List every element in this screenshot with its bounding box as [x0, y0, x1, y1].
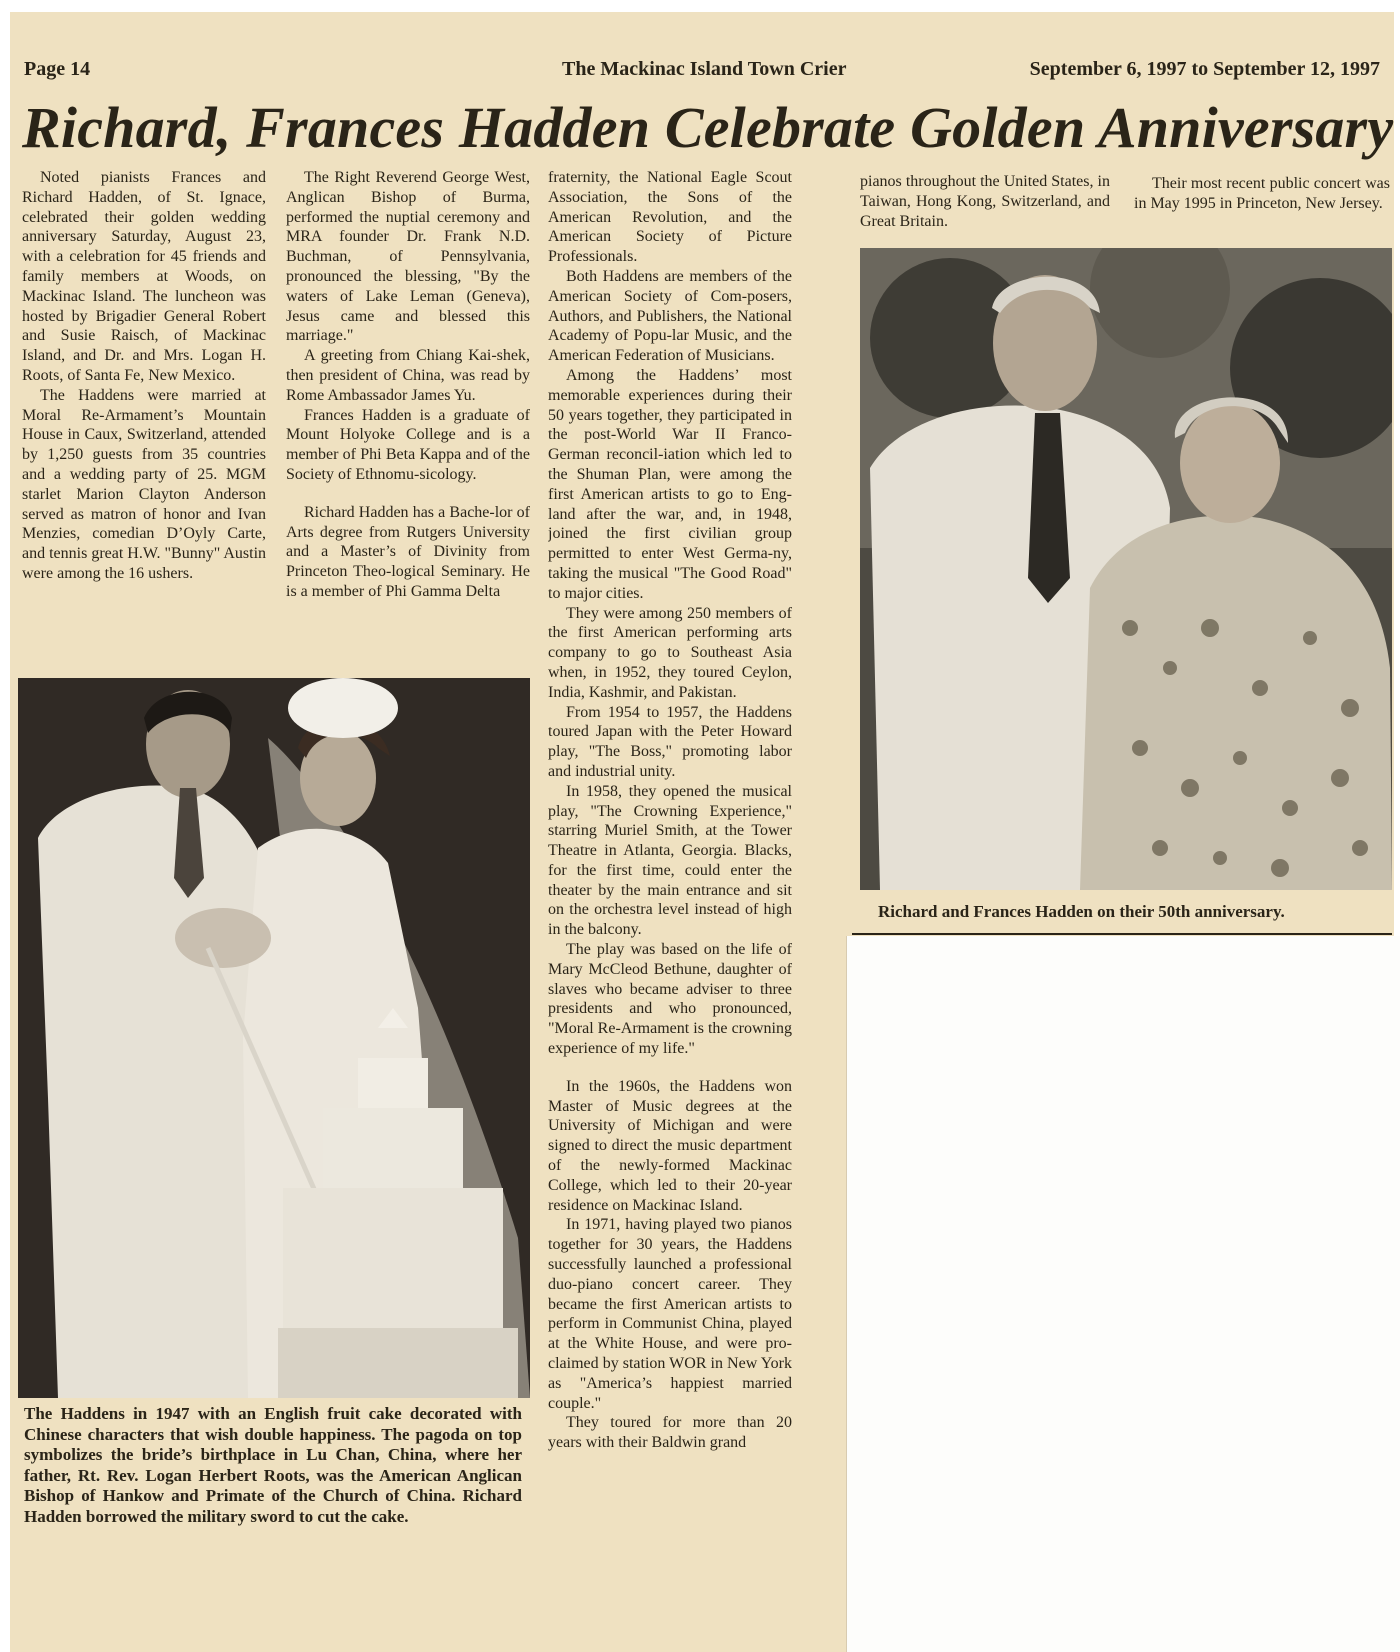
paragraph: Richard Hadden has a Bache-lor of Arts degree from Rutgers University and a Master’s of Divinity from Princeton Theo-logical Seminary. He is a member of Phi Gamma Delta — [286, 503, 530, 600]
page-number: Page 14 — [24, 58, 91, 80]
paragraph: Both Haddens are members of the American Society of Com-posers, Authors, and Publishers, the National Academy of Popu-lar Music, and the American Federation of Musicians. — [548, 267, 792, 365]
issue-date: September 6, 1997 to September 12, 1997 — [1029, 58, 1380, 80]
page-header — [20, 58, 1380, 84]
wedding-photo — [18, 678, 530, 1398]
article-column-2 — [286, 168, 530, 672]
divider-line — [852, 933, 1392, 935]
paragraph: They were among 250 members of the first American performing arts company to go to Southeast Asia when, in 1952, they toured Ceylon, India, Kashmir, and Pakistan. — [548, 604, 792, 701]
paragraph: The play was based on the life of Mary McCleod Bethune, daughter of slaves who became adviser to three presidents and who pronounced, "Moral Re-Armament is the crowning experience of my life." — [548, 941, 792, 1058]
paragraph: pianos throughout the United States, in Taiwan, Hong Kong, Switzerland, and Great Britain. — [860, 173, 1110, 230]
anniversary-photo-caption: Richard and Frances Hadden on their 50th anniversary. — [878, 902, 1285, 921]
clipping-cutout — [846, 936, 1400, 1652]
paragraph: Frances Hadden is a graduate of Mount Holyoke College and is a member of Phi Beta Kappa and of the Society of Ethnomu-sicology. — [286, 406, 530, 483]
anniversary-photo — [860, 248, 1392, 890]
wedding-photo-image — [18, 678, 530, 1398]
paragraph: Among the Haddens’ most memorable experiences during their 50 years together, they participated in the post-World War II Franco-German reconcil-iation which led to the Shuman Plan, were among the first American artists to go to Eng-land after the war, and, in 1948, joined the first civilian group permitted to enter West Germa-ny, taking the musical "The Good Road" to major cities. — [548, 366, 792, 602]
paragraph: fraternity, the National Eagle Scout Association, the Sons of the American Revolution, and the American Society of Picture Professionals. — [548, 169, 792, 266]
paragraph: From 1954 to 1957, the Haddens toured Japan with the Peter Howard play, "The Boss," promoting labor and industrial unity. — [548, 703, 792, 780]
paragraph: In 1971, having played two pianos together for 30 years, the Haddens successfully launched a professional duo-piano concert career. They became the first American artists to perform in Communist China, played at the White House, and were pro-claimed by station WOR in New York as "America’s happiest married couple." — [548, 1216, 792, 1412]
article-column-4 — [860, 172, 1110, 236]
newspaper-name: The Mackinac Island Town Crier — [562, 58, 847, 80]
article-column-5 — [1134, 174, 1390, 238]
article-column-3 — [548, 168, 792, 1640]
anniversary-photo-image — [860, 248, 1392, 890]
paragraph: The Right Reverend George West, Anglican Bishop of Burma, performed the nuptial ceremony and MRA founder Dr. Frank N.D. Buchman, of Pennsylvania, pronounced the blessing, "By the waters of Lake Leman (Geneva), Jesus came and blessed this marriage." — [286, 169, 530, 345]
paragraph: They toured for more than 20 years with their Baldwin grand — [548, 1414, 792, 1452]
article-headline: Richard, Frances Hadden Celebrate Golden Anniversary — [22, 95, 1394, 160]
article-column-1 — [22, 168, 266, 672]
paragraph: A greeting from Chiang Kai-shek, then president of China, was read by Rome Ambassador James Yu. — [286, 347, 530, 404]
paragraph: Noted pianists Frances and Richard Hadden, of St. Ignace, celebrated their golden wedding anniversary Saturday, August 23, with a celebration for 45 friends and family members at Woods, on Mackinac Island. The luncheon was hosted by Brigadier General Robert and Susie Raisch, of Mackinac Island, and Dr. and Mrs. Logan H. Roots, of Santa Fe, New Mexico. — [22, 169, 266, 384]
paragraph: The Haddens were married at Moral Re-Armament’s Mountain House in Caux, Switzerland, attended by 1,250 guests from 35 countries and a wedding party of 25. MGM starlet Marion Clayton Anderson served as matron of honor and Ivan Menzies, comedian D’Oyly Carte, and tennis great H.W. "Bunny" Austin were among the 16 ushers. — [22, 386, 266, 582]
paragraph: Their most recent public concert was in May 1995 in Princeton, New Jersey. — [1134, 175, 1390, 212]
paragraph: In the 1960s, the Haddens won Master of Music degrees at the University of Michigan and were signed to direct the music department of the newly-formed Mackinac College, which led to their 20-year residence on Mackinac Island. — [548, 1077, 792, 1214]
paragraph: In 1958, they opened the musical play, "The Crowning Experience," starring Muriel Smith, at the Tower Theatre in Atlanta, Georgia. Blacks, for the first time, could enter the theater by the main entrance and sit on the orchestra level instead of high in the balcony. — [548, 782, 792, 939]
wedding-photo-caption: The Haddens in 1947 with an English fruit cake decorated with Chinese characters that wish double happiness. The pagoda on top symbolizes the bride’s birthplace in Lu Chan, China, where her father, Rt. Rev. Logan Herbert Roots, was the American Anglican Bishop of Hankow and Primate of the Church of China. Richard Hadden borrowed the military sword to cut the cake. — [24, 1404, 522, 1526]
